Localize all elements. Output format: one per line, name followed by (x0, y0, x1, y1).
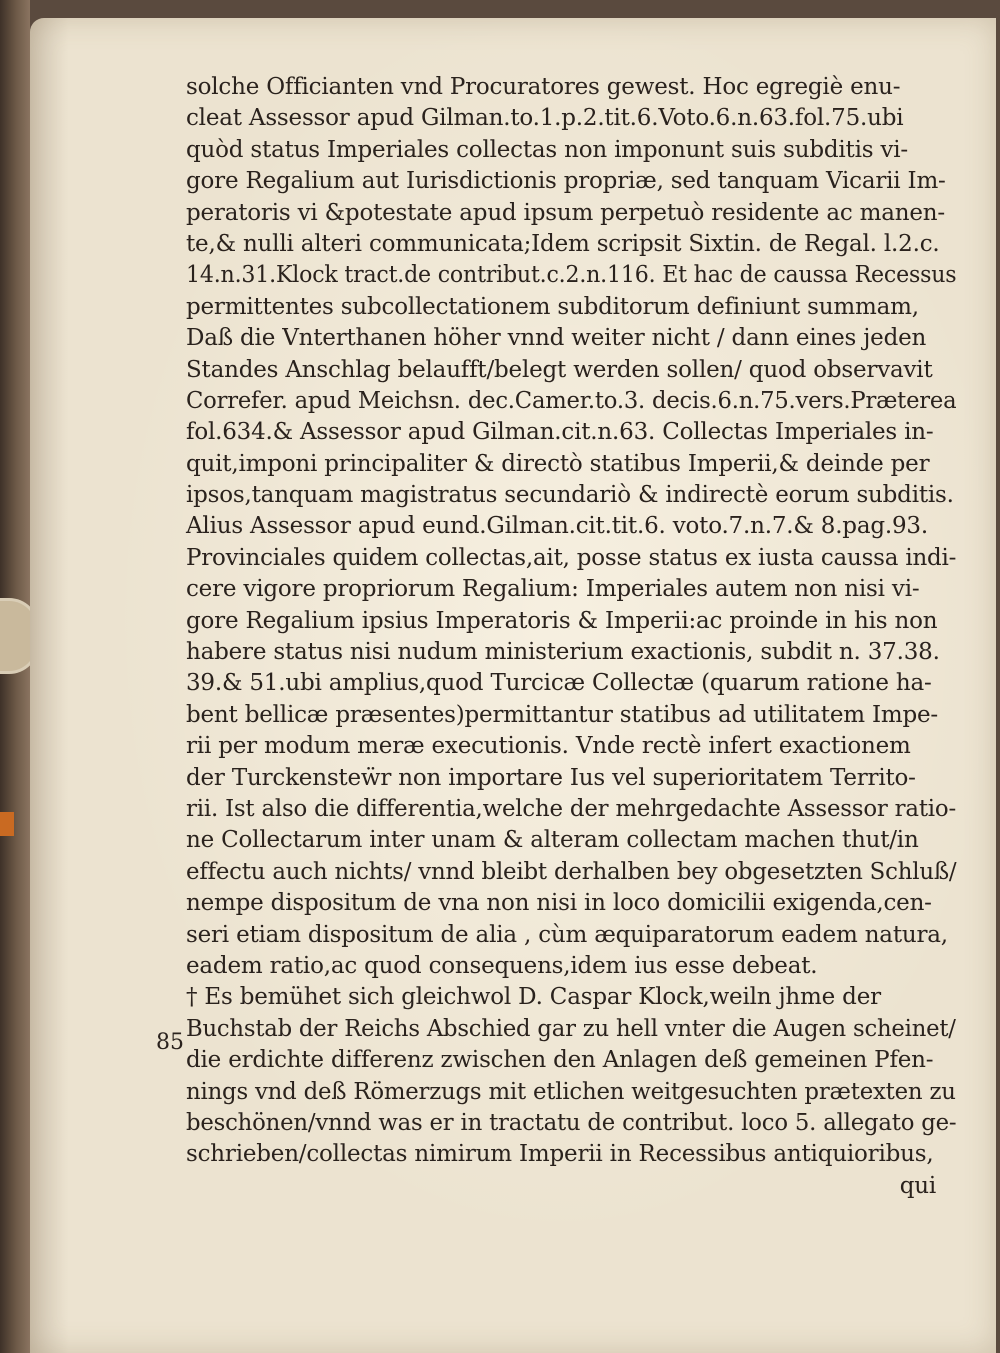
color-marker (0, 812, 14, 836)
text-line: 39.& 51.ubi amplius,quod Turcicæ Collectæ (quarum ratione ha- (186, 670, 932, 697)
text-line: bent bellicæ præsentes)permittantur statibus ad utilitatem Impe- (186, 701, 938, 728)
text-line: gore Regalium ipsius Imperatoris & Imperii:ac proinde in his non (186, 607, 938, 634)
text-line: cere vigore propriorum Regalium: Imperiales autem non nisi vi- (186, 576, 920, 603)
text-line: nings vnd deß Römerzugs mit etlichen weitgesuchten prætexten zu (186, 1078, 956, 1105)
text-line: Standes Anschlag belaufft/belegt werden sollen/ quod observavit (186, 356, 933, 383)
text-line: permittentes subcollectationem subditorum definiunt summam, (186, 293, 919, 320)
text-line: quòd status Imperiales collectas non imponunt suis subditis vi- (186, 136, 908, 163)
text-line: effectu auch nichts/ vnnd bleibt derhalben bey obgesetzten Schluß/ (186, 858, 957, 885)
text-line: ne Collectarum inter unam & alteram collectam machen thut/in (186, 827, 919, 854)
text-line: Buchstab der Reichs Abschied gar zu hell vnter die Augen scheinet/ (186, 1015, 956, 1042)
catchword: qui (899, 1172, 936, 1199)
text-line: fol.634.& Assessor apud Gilman.cit.n.63. Collectas Imperiales in- (186, 419, 934, 446)
text-line: gore Regalium aut Iurisdictionis propriæ, sed tanquam Vicarii Im- (186, 168, 946, 195)
text-line: Daß die Vnterthanen höher vnnd weiter nicht / dann eines jeden (186, 325, 927, 352)
text-line: cleat Assessor apud Gilman.to.1.p.2.tit.6.Voto.6.n.63.fol.75.ubi (186, 105, 904, 132)
text-line: habere status nisi nudum ministerium exactionis, subdit n. 37.38. (186, 639, 940, 666)
text-line: der Turckensteẅr non importare Ius vel superioritatem Territo- (186, 764, 916, 791)
text-line: Correfer. apud Meichsn. dec.Camer.to.3. decis.6.n.75.vers.Præterea (186, 387, 957, 414)
text-line: rii per modum meræ executionis. Vnde rectè infert exactionem (186, 733, 911, 760)
text-line: seri etiam dispositum de alia , cùm æquiparatorum eadem natura, (186, 921, 948, 948)
text-line: nempe dispositum de vna non nisi in loco domicilii exigenda,cen- (186, 890, 932, 917)
text-line: 14.n.31.Klock tract.de contribut.c.2.n.116. Et hac de caussa Recessus (186, 262, 957, 289)
text-line: ipsos,tanquam magistratus secundariò & indirectè eorum subditis. (186, 482, 954, 509)
book-binding (0, 0, 30, 1353)
text-line: eadem ratio,ac quod consequens,idem ius esse debeat. (186, 952, 818, 979)
text-line: quit,imponi principaliter & directò statibus Imperii,& deinde per (186, 450, 930, 477)
text-line: te,& nulli alteri communicata;Idem scripsit Sixtin. de Regal. l.2.c. (186, 230, 940, 257)
text-line: † Es bemühet sich gleichwol D. Caspar Klock,weiln jhme der (186, 984, 881, 1011)
text-line: Alius Assessor apud eund.Gilman.cit.tit.6. voto.7.n.7.& 8.pag.93. (186, 513, 928, 540)
page-text (186, 72, 956, 1202)
text-line: solche Officianten vnd Procuratores gewest. Hoc egregiè enu- (186, 74, 901, 100)
margin-number: 85 (156, 1030, 184, 1055)
text-line: peratoris vi &potestate apud ipsum perpetuò residente ac manen- (186, 199, 945, 226)
text-line: Provinciales quidem collectas,ait, posse status ex iusta caussa indi- (186, 544, 957, 571)
text-line: die erdichte differenz zwischen den Anlagen deß gemeinen Pfen- (186, 1047, 934, 1074)
text-line: rii. Ist also die differentia,welche der mehrgedachte Assessor ratio- (186, 795, 957, 822)
text-line: beschönen/vnnd was er in tractatu de contribut. loco 5. allegato ge- (186, 1109, 957, 1136)
text-line: schrieben/collectas nimirum Imperii in Recessibus antiquioribus, (186, 1141, 934, 1168)
